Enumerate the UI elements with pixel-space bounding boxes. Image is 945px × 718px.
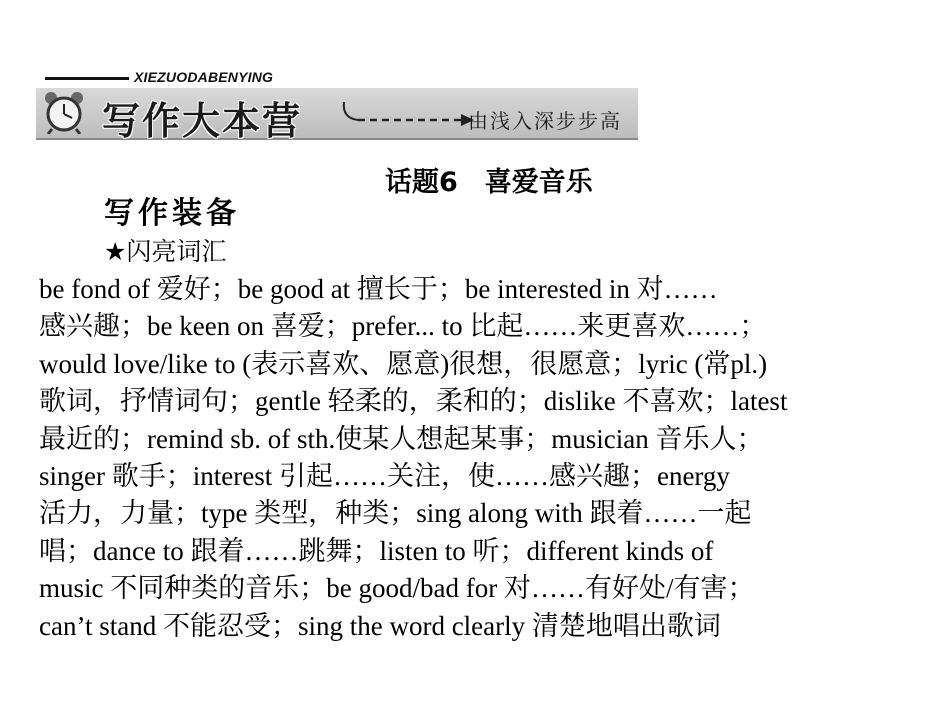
- vocabulary-paragraph: [39, 271, 919, 645]
- banner-subtitle: 由浅入深步步高: [468, 109, 622, 133]
- text-line: 歌词，抒情词句；gentle 轻柔的，柔和的；dislike 不喜欢；latest: [39, 386, 788, 417]
- subsection-title: ★闪亮词汇: [104, 237, 227, 266]
- text-line: singer 歌手；interest 引起……关注，使……感兴趣；energy: [39, 461, 730, 492]
- text-line: 唱；dance to 跟着……跳舞；listen to 听；different kinds of: [39, 535, 714, 566]
- section-banner: [36, 68, 638, 143]
- alarm-clock-icon: [42, 90, 86, 134]
- text-line: can’t stand 不能忍受；sing the word clearly 清楚地唱出歌词: [39, 610, 721, 641]
- banner-pinyin: XIEZUODABENYING: [134, 69, 274, 85]
- section-title: 写作装备: [104, 196, 240, 231]
- topic-heading: 话题6 喜爱音乐: [385, 167, 593, 198]
- text-line: 活力，力量；type 类型，种类；sing along with 跟着……一起: [39, 498, 752, 529]
- text-line: 感兴趣；be keen on 喜爱；prefer... to 比起……来更喜欢……；: [39, 311, 767, 342]
- text-line: music 不同种类的音乐；be good/bad for 对……有好处/有害；: [39, 573, 755, 604]
- dashed-arrow-icon: [336, 96, 486, 136]
- text-line: would love/like to (表示喜欢、愿意)很想，很愿意；lyric (常pl.): [39, 348, 768, 379]
- banner-title: 写作大本营: [102, 99, 303, 143]
- text-line: be fond of 爱好；be good at 擅长于；be interested in 对……: [39, 274, 718, 304]
- text-line: 最近的；remind sb. of sth.使某人想起某事；musician 音乐人；: [39, 423, 764, 454]
- banner-rule: [45, 77, 129, 80]
